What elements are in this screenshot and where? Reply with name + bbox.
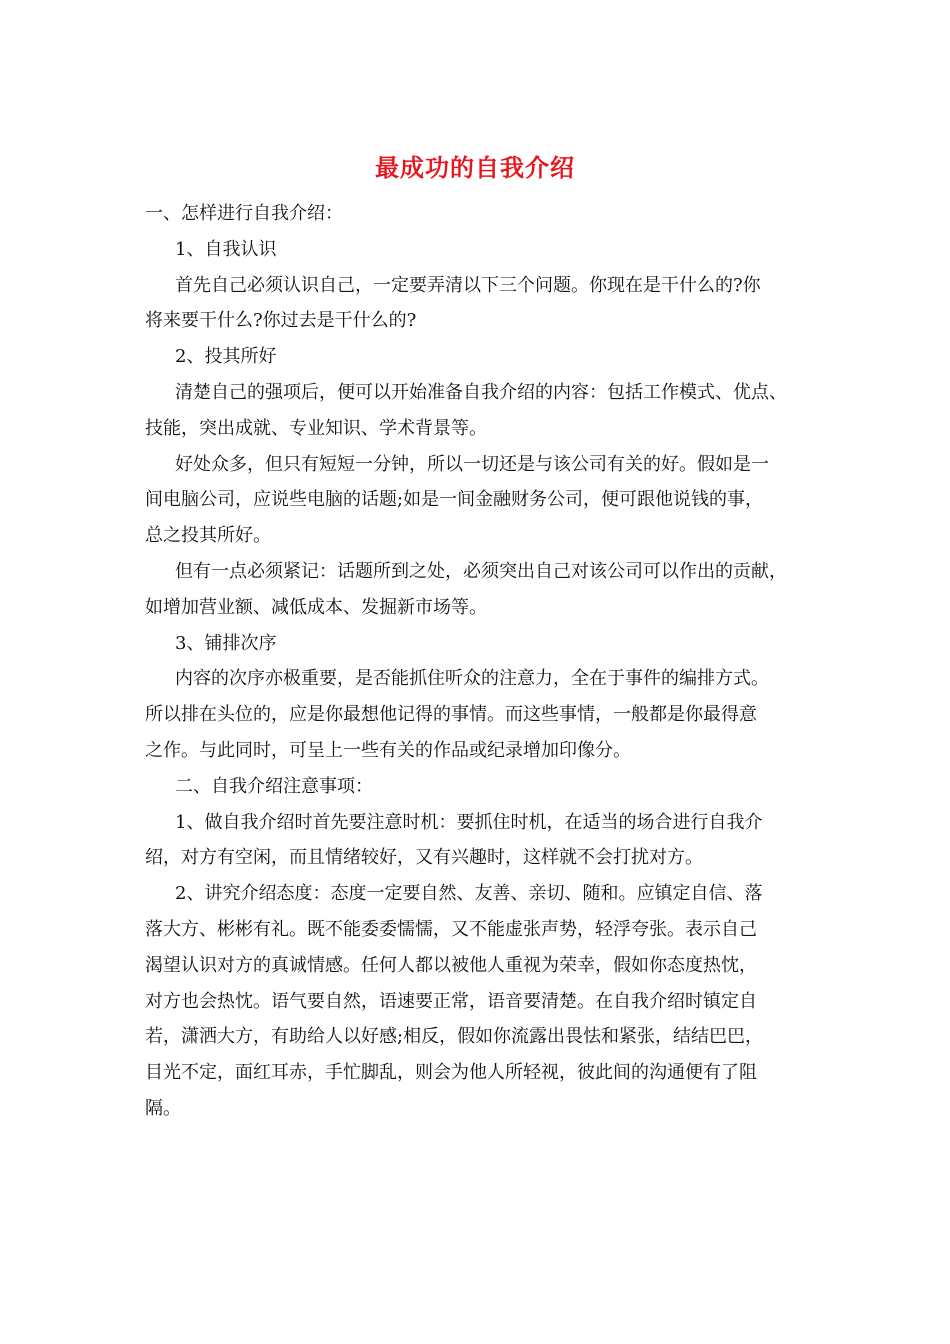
text-line: 若，潇洒大方，有助给人以好感;相反，假如你流露出畏怯和紧张，结结巴巴， — [145, 1026, 764, 1048]
text-line: 1、做自我介绍时首先要注意时机：要抓住时机，在适当的场合进行自我介 — [175, 811, 763, 833]
text-line: 渴望认识对方的真诚情感。任何人都以被他人重视为荣幸，假如你态度热忱， — [145, 954, 757, 976]
document-body — [145, 196, 813, 1127]
text-line: 对方也会热忱。语气要自然，语速要正常，语音要清楚。在自我介绍时镇定自 — [145, 990, 757, 1012]
text-line: 清楚自己的强项后，便可以开始准备自我介绍的内容：包括工作模式、优点、 — [175, 381, 787, 403]
text-line: 首先自己必须认识自己，一定要弄清以下三个问题。你现在是干什么的?你 — [175, 274, 761, 296]
text-line: 1、自我认识 — [175, 238, 277, 260]
text-line: 所以排在头位的，应是你最想他记得的事情。而这些事情，一般都是你最得意 — [145, 704, 757, 726]
text-line: 总之投其所好。 — [145, 525, 271, 547]
text-line: 间电脑公司，应说些电脑的话题;如是一间金融财务公司，便可跟他说钱的事， — [145, 489, 764, 511]
text-line: 技能，突出成就、专业知识、学术背景等。 — [145, 417, 487, 439]
text-line: 2、投其所好 — [175, 346, 277, 368]
text-line: 二、自我介绍注意事项： — [175, 775, 373, 797]
document-title: 最成功的自我介绍 — [375, 153, 575, 182]
text-line: 如增加营业额、减低成本、发掘新市场等。 — [145, 596, 487, 618]
text-line: 将来要干什么?你过去是干什么的? — [145, 310, 417, 332]
text-line: 绍，对方有空闲，而且情绪较好，又有兴趣时，这样就不会打扰对方。 — [145, 847, 703, 869]
text-line: 3、铺排次序 — [175, 632, 277, 654]
text-line: 隔。 — [145, 1097, 181, 1119]
text-line: 2、讲究介绍态度：态度一定要自然、友善、亲切、随和。应镇定自信、落 — [175, 883, 763, 905]
text-line: 但有一点必须紧记：话题所到之处，必须突出自己对该公司可以作出的贡献， — [175, 560, 787, 582]
text-line: 之作。与此同时，可呈上一些有关的作品或纪录增加印像分。 — [145, 739, 631, 761]
text-line: 落大方、彬彬有礼。既不能委委懦懦，又不能虚张声势，轻浮夸张。表示自己 — [145, 918, 757, 940]
text-line: 内容的次序亦极重要，是否能抓住听众的注意力，全在于事件的编排方式。 — [175, 668, 769, 690]
text-line: 目光不定，面红耳赤，手忙脚乱，则会为他人所轻视，彼此间的沟通便有了阻 — [145, 1062, 757, 1084]
text-line: 好处众多，但只有短短一分钟，所以一切还是与该公司有关的好。假如是一 — [175, 453, 769, 475]
text-line: 一、怎样进行自我介绍： — [145, 203, 343, 224]
